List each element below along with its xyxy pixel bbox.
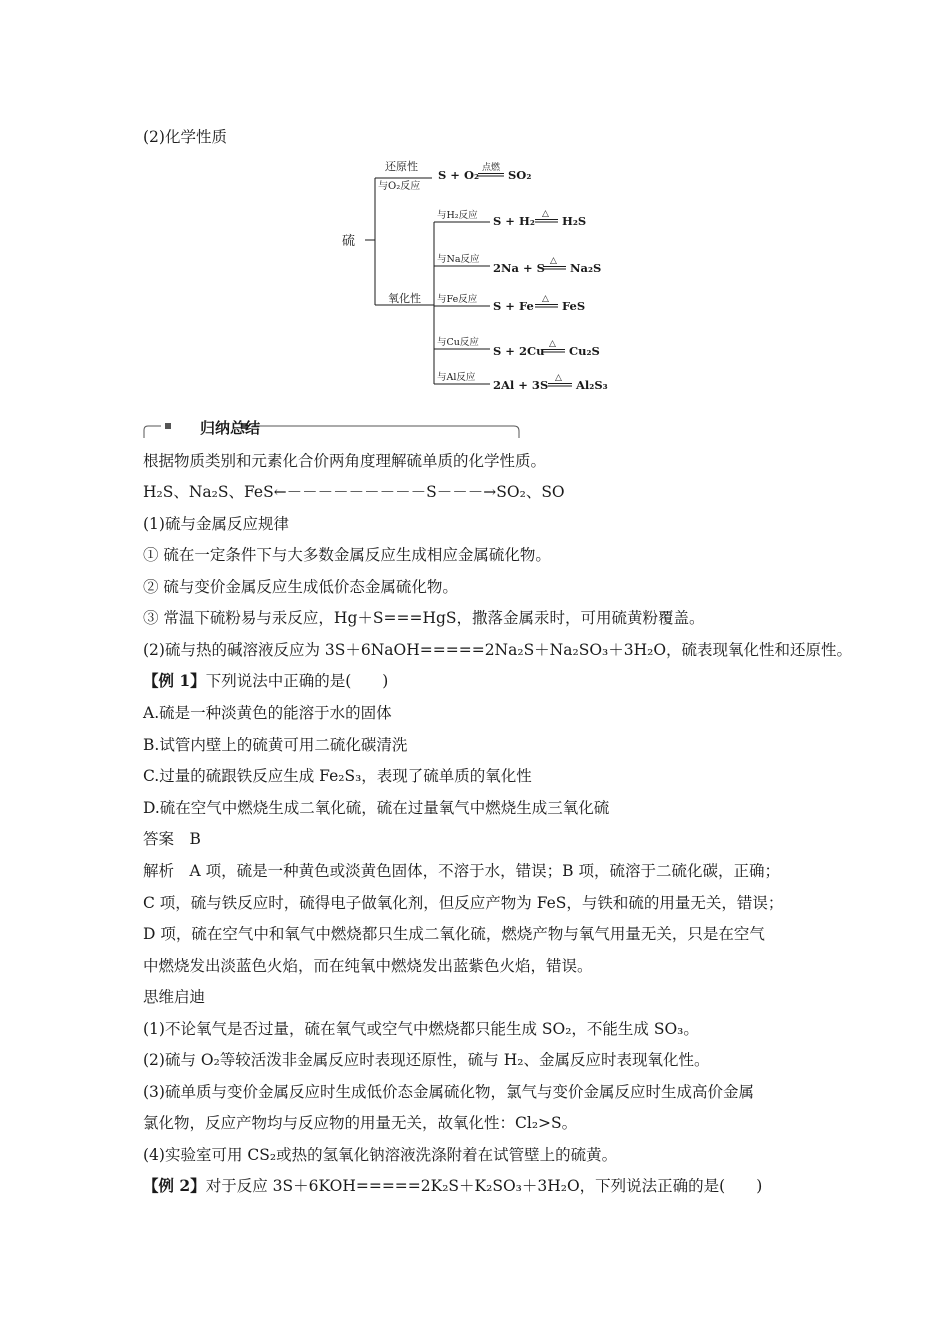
svg-text:S + H₂: S + H₂ — [493, 214, 535, 228]
rule-3: ③ 常温下硫粉易与汞反应，Hg＋S===HgS，撒落金属汞时，可用硫黄粉覆盖。 — [143, 609, 705, 627]
equation-h2 — [493, 209, 586, 228]
svg-text:S + Fe: S + Fe — [493, 299, 534, 313]
thinking-point-3-cont: 氯化物，反应产物均与反应物的用量无关，故氧化性：Cl₂>S。 — [143, 1114, 578, 1132]
svg-text:FeS: FeS — [562, 299, 586, 313]
svg-text:2Al + 3S: 2Al + 3S — [493, 378, 549, 392]
thinking-point-2: (2)硫与 O₂等较活泼非金属反应时表现还原性，硫与 H₂、金属反应时表现氧化性。 — [143, 1051, 710, 1069]
svg-text:△: △ — [555, 373, 562, 383]
svg-text:点燃: 点燃 — [482, 163, 501, 173]
svg-text:H₂S: H₂S — [562, 214, 587, 228]
example2-tag: 【例 2】 — [143, 1176, 206, 1195]
svg-text:Cu₂S: Cu₂S — [569, 344, 600, 358]
section-title: (2)化学性质 — [143, 128, 227, 146]
svg-text:△: △ — [550, 256, 557, 266]
reaction-label-cu: 与Cu反应 — [437, 337, 479, 348]
reaction-label-fe: 与Fe反应 — [437, 294, 478, 305]
thinking-point-4: (4)实验室可用 CS₂或热的氢氧化钠溶液洗涤附着在试管壁上的硫黄。 — [143, 1146, 618, 1164]
svg-text:Na₂S: Na₂S — [570, 261, 602, 275]
sulfur-reaction-diagram — [330, 150, 630, 400]
rule-2: ② 硫与变价金属反应生成低价态金属硫化物。 — [143, 578, 458, 596]
example1-option-d: D.硫在空气中燃烧生成二氧化硫，硫在过量氧气中燃烧生成三氧化硫 — [143, 799, 610, 817]
example1-option-a: A.硫是一种淡黄色的能溶于水的固体 — [143, 704, 392, 722]
thinking-point-1: (1)不论氧气是否过量，硫在氧气或空气中燃烧都只能生成 SO₂，不能生成 SO₃。 — [143, 1020, 699, 1038]
example1-tag: 【例 1】 — [143, 671, 206, 690]
rule-1: ① 硫在一定条件下与大多数金属反应生成相应金属硫化物。 — [143, 546, 551, 564]
example2-question: 对于反应 3S＋6KOH=====2K₂S＋K₂SO₃＋3H₂O，下列说法正确的是( ) — [205, 1177, 763, 1195]
equation-al — [493, 373, 608, 392]
example1-line — [143, 671, 388, 691]
equation-cu — [493, 339, 600, 358]
rule-4: (2)硫与热的碱溶液反应为 3S＋6NaOH=====2Na₂S＋Na₂SO₃＋3H₂O，硫表现氧化性和还原性。 — [143, 641, 853, 659]
example1-analysis-1: 解析 A 项，硫是一种黄色或淡黄色固体，不溶于水，错误；B 项，硫溶于二硫化碳，正确； — [143, 862, 780, 880]
reaction-label-na: 与Na反应 — [437, 254, 480, 265]
svg-text:S + O₂: S + O₂ — [438, 168, 480, 182]
root-sulfur: 硫 — [342, 234, 356, 249]
svg-text:SO₂: SO₂ — [508, 168, 532, 182]
thinking-point-3: (3)硫单质与变价金属反应时生成低价态金属硫化物，氯气与变价金属反应时生成高价金属 — [143, 1083, 754, 1101]
reaction-label-o2: 与O₂反应 — [378, 181, 421, 192]
svg-text:2Na + S: 2Na + S — [493, 261, 545, 275]
branch-reducing: 还原性 — [385, 160, 418, 173]
example1-analysis-2: C 项，硫与铁反应时，硫得电子做氧化剂，但反应产物为 FeS，与铁和硫的用量无关，错误； — [143, 894, 784, 912]
summary-intro: 根据物质类别和元素化合价两角度理解硫单质的化学性质。 — [143, 452, 547, 470]
example1-question: 下列说法中正确的是( ) — [205, 672, 389, 690]
equation-fe — [493, 294, 585, 313]
equation-o2 — [438, 161, 531, 182]
svg-text:△: △ — [549, 339, 556, 349]
thinking-title: 思维启迪 — [143, 988, 206, 1006]
rule-title: (1)硫与金属反应规律 — [143, 515, 289, 533]
example1-option-c: C.过量的硫跟铁反应生成 Fe₂S₃，表现了硫单质的氧化性 — [143, 767, 532, 785]
example1-option-b: B.试管内壁上的硫黄可用二硫化碳清洗 — [143, 736, 408, 754]
equation-na — [493, 256, 601, 275]
svg-text:S + 2Cu: S + 2Cu — [493, 344, 545, 358]
example1-analysis-3: D 项，硫在空气中和氧气中燃烧都只生成二氧化硫，燃烧产物与氧气用量无关，只是在空气 — [143, 925, 765, 943]
valence-line: H₂S、Na₂S、FeS←－－－－－－－－－S－－－→SO₂、SO — [143, 483, 565, 501]
summary-title: 归纳总结 — [200, 419, 261, 437]
example2-line — [143, 1176, 762, 1196]
svg-text:△: △ — [542, 294, 549, 304]
example1-analysis-4: 中燃烧发出淡蓝色火焰，而在纯氧中燃烧发出蓝紫色火焰，错误。 — [143, 957, 593, 975]
example1-answer: 答案 B — [143, 830, 201, 848]
svg-text:Al₂S₃: Al₂S₃ — [576, 378, 608, 392]
reaction-label-h2: 与H₂反应 — [437, 210, 478, 221]
reaction-label-al: 与Al反应 — [437, 372, 476, 383]
svg-text:△: △ — [542, 209, 549, 219]
branch-oxidizing: 氧化性 — [388, 292, 421, 305]
